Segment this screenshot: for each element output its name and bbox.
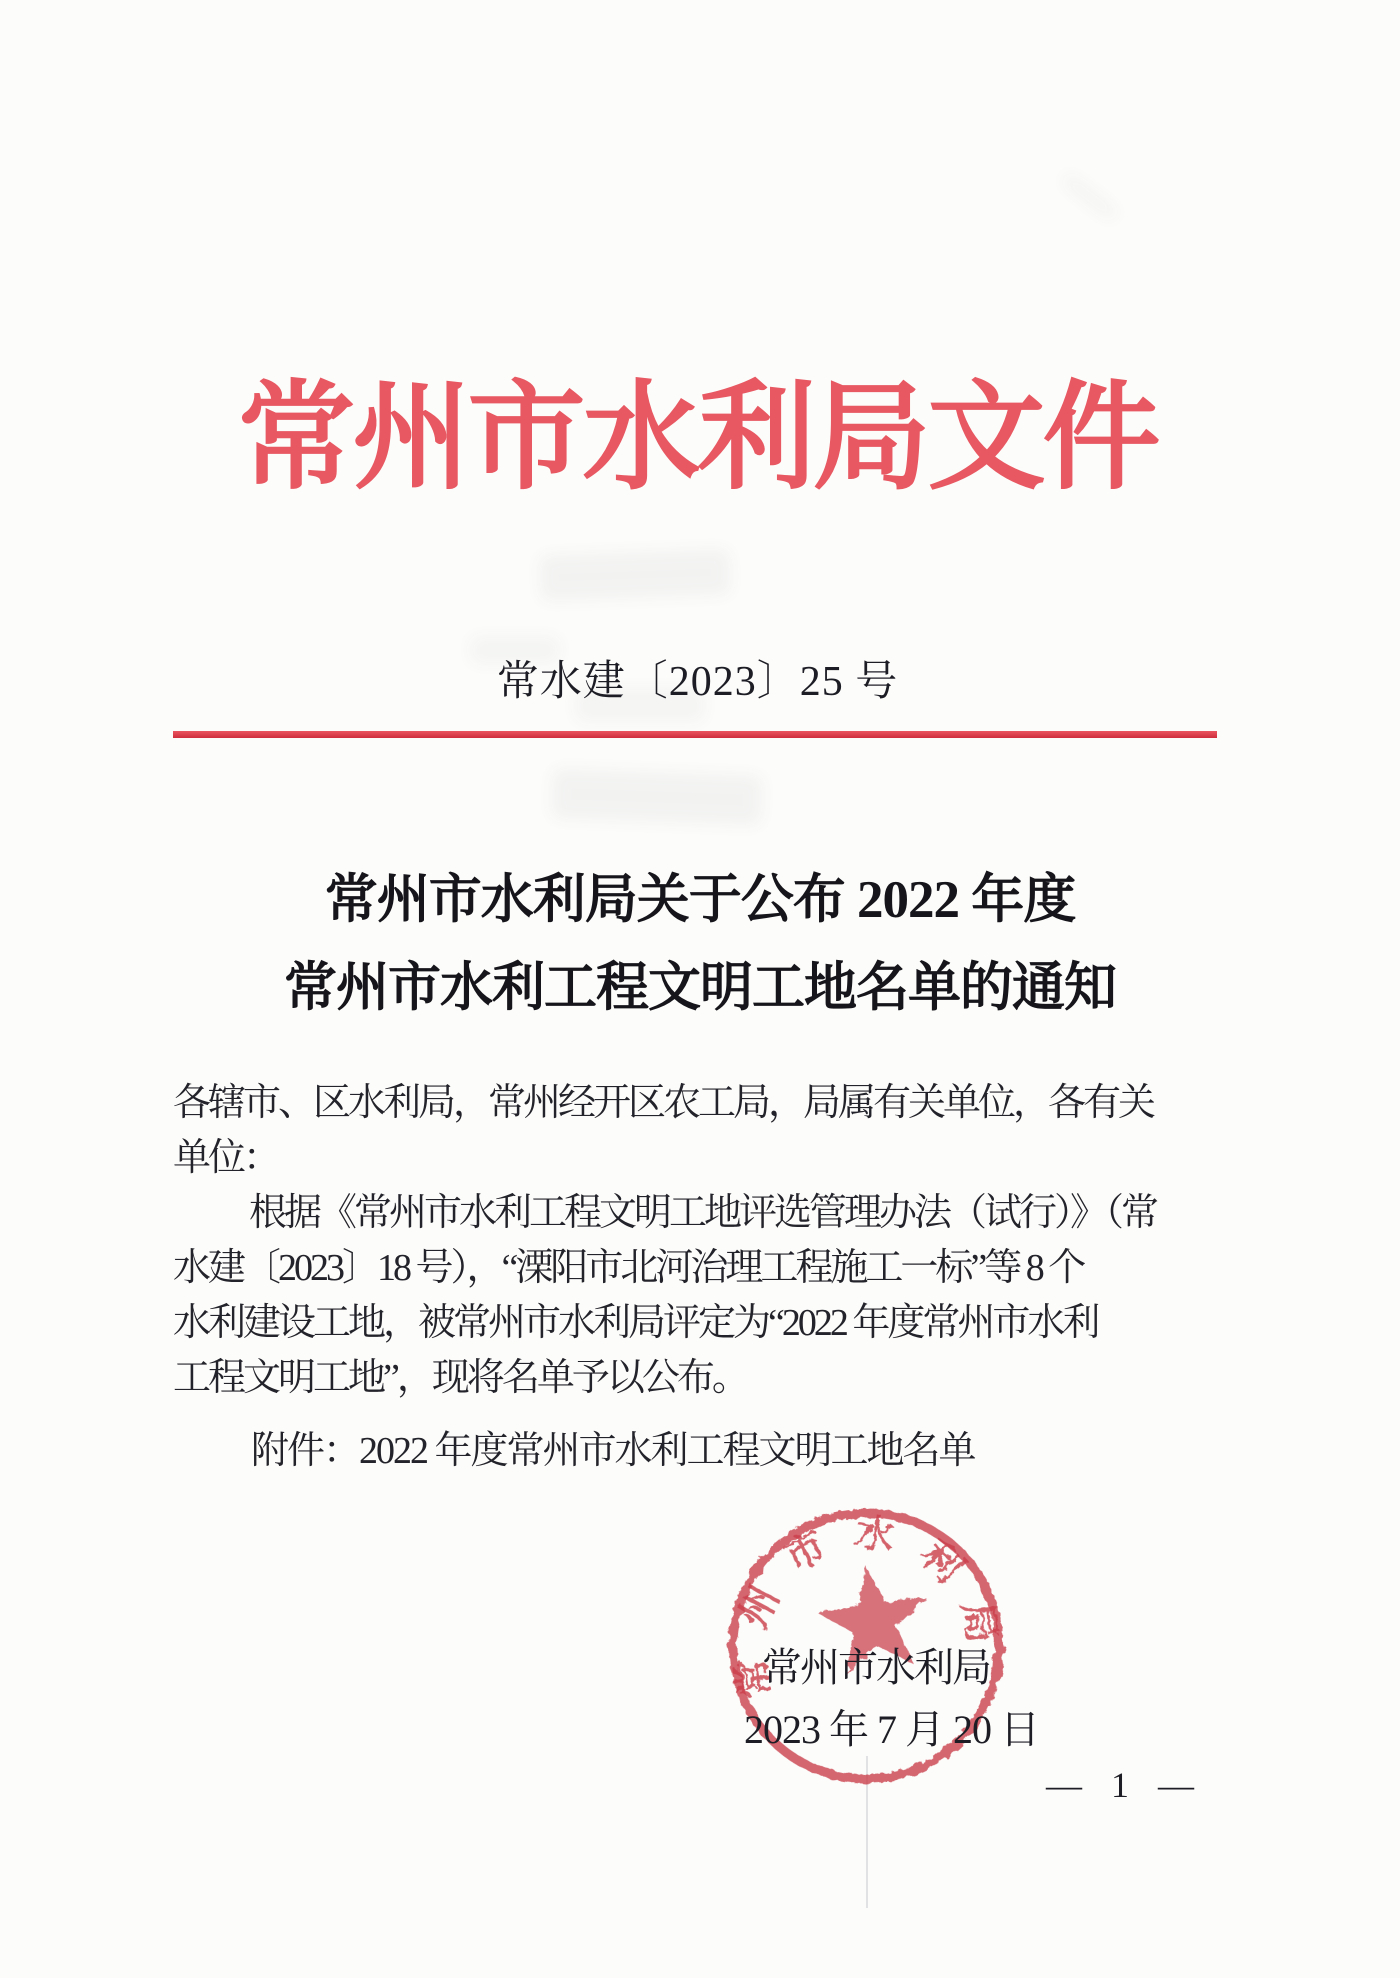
red-separator-line (173, 731, 1217, 738)
seal-arc-text: 常州市水利局 (725, 1508, 1008, 1702)
document-title-line2: 常州市水利工程文明工地名单的通知 (284, 959, 1116, 1017)
body-line: 根据《常州市水利工程文明工地评选管理办法（试行）》（常 (249, 1192, 1157, 1234)
signature-date: 2023 年 7 月 20 日 (744, 1707, 1039, 1752)
document-number: 常水建〔2023〕25 号 (496, 659, 899, 705)
document-body (173, 1076, 1163, 1406)
bleed-through-artifact (551, 768, 763, 825)
body-line: 水建〔2023〕18 号），“溧阳市北河治理工程施工一标”等 8 个 (173, 1247, 1084, 1289)
page-number: — 1 — (1046, 1765, 1196, 1805)
body-line: 水利建设工地，被常州市水利局评定为“2022 年度常州市水利 (173, 1302, 1098, 1344)
body-line: 工程文明工地”，现将名单予以公布。 (173, 1357, 747, 1399)
document-title (170, 856, 1230, 1032)
attachment-line: 附件：2022 年度常州市水利工程文明工地名单 (251, 1430, 975, 1472)
bleed-through-artifact (539, 549, 730, 602)
document-title-line1: 常州市水利局关于公布 2022 年度 (324, 871, 1076, 929)
agency-letterhead: 常州市水利局文件 (237, 373, 1158, 504)
salutation-line: 单位： (173, 1137, 279, 1179)
salutation-line: 各辖市、区水利局，常州经开区农工局，局属有关单位，各有关 (173, 1082, 1154, 1124)
bleed-through-artifact (1062, 173, 1119, 220)
signature-organization: 常州市水利局 (762, 1645, 990, 1690)
